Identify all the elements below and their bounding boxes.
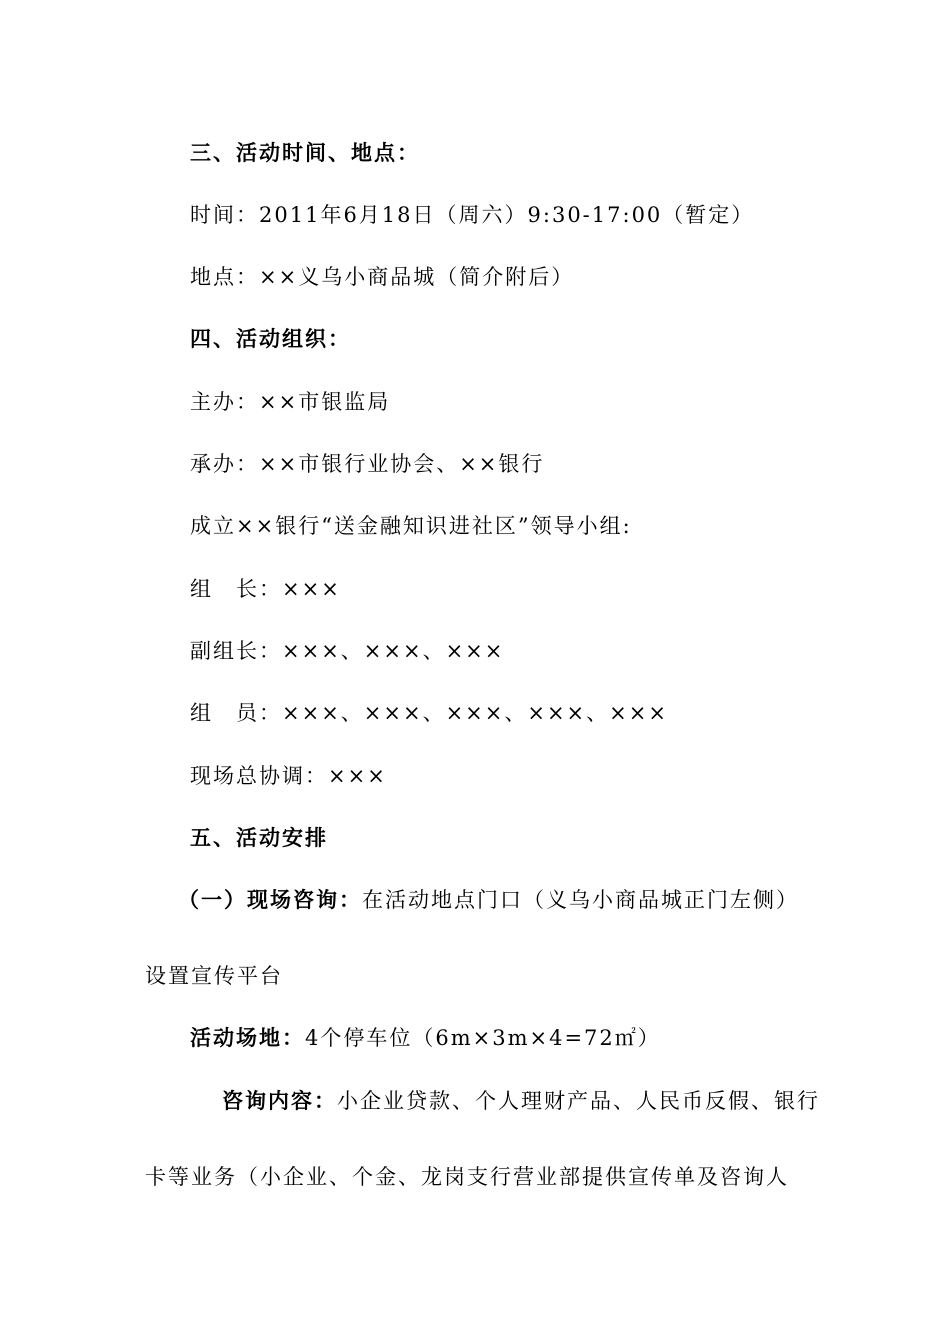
section5-heading: 五、活动安排 bbox=[190, 825, 328, 850]
organizer-line: 承办：××市银行业协会、××银行 bbox=[190, 452, 545, 476]
coordinator-line: 现场总协调：××× bbox=[190, 764, 387, 788]
place-line: 地点：××义乌小商品城（简介附后） bbox=[190, 265, 575, 289]
venue-paragraph bbox=[190, 1025, 661, 1051]
venue-label: 活动场地： bbox=[190, 1025, 305, 1050]
onsite-text: 在活动地点门口（义乌小商品城正门左侧） bbox=[362, 888, 799, 912]
deputy-line: 副组长：×××、×××、××× bbox=[190, 639, 505, 663]
host-line: 主办：××市银监局 bbox=[190, 390, 391, 414]
time-line: 时间：2011年6月18日（周六）9:30-17:00（暂定） bbox=[190, 203, 755, 227]
onsite-text-cont: 设置宣传平台 bbox=[145, 964, 283, 988]
content-text: 小企业贷款、个人理财产品、人民币反假、银行 bbox=[337, 1089, 820, 1113]
content-label: 咨询内容： bbox=[222, 1088, 337, 1113]
content-text-cont: 卡等业务（小企业、个金、龙岗支行营业部提供宣传单及咨询人 bbox=[145, 1165, 789, 1189]
leader-line: 组 长：××× bbox=[190, 577, 341, 601]
group-line: 成立××银行“送金融知识进社区”领导小组: bbox=[190, 514, 632, 538]
section4-heading: 四、活动组织： bbox=[190, 326, 351, 351]
venue-text: 4个停车位（6m×3m×4=72㎡） bbox=[305, 1026, 661, 1050]
onsite-paragraph bbox=[178, 887, 799, 913]
members-line: 组 员：×××、×××、×××、×××、××× bbox=[190, 701, 668, 725]
section3-heading: 三、活动时间、地点： bbox=[190, 140, 420, 165]
onsite-label: （一）现场咨询： bbox=[178, 887, 362, 912]
content-paragraph bbox=[222, 1088, 820, 1114]
